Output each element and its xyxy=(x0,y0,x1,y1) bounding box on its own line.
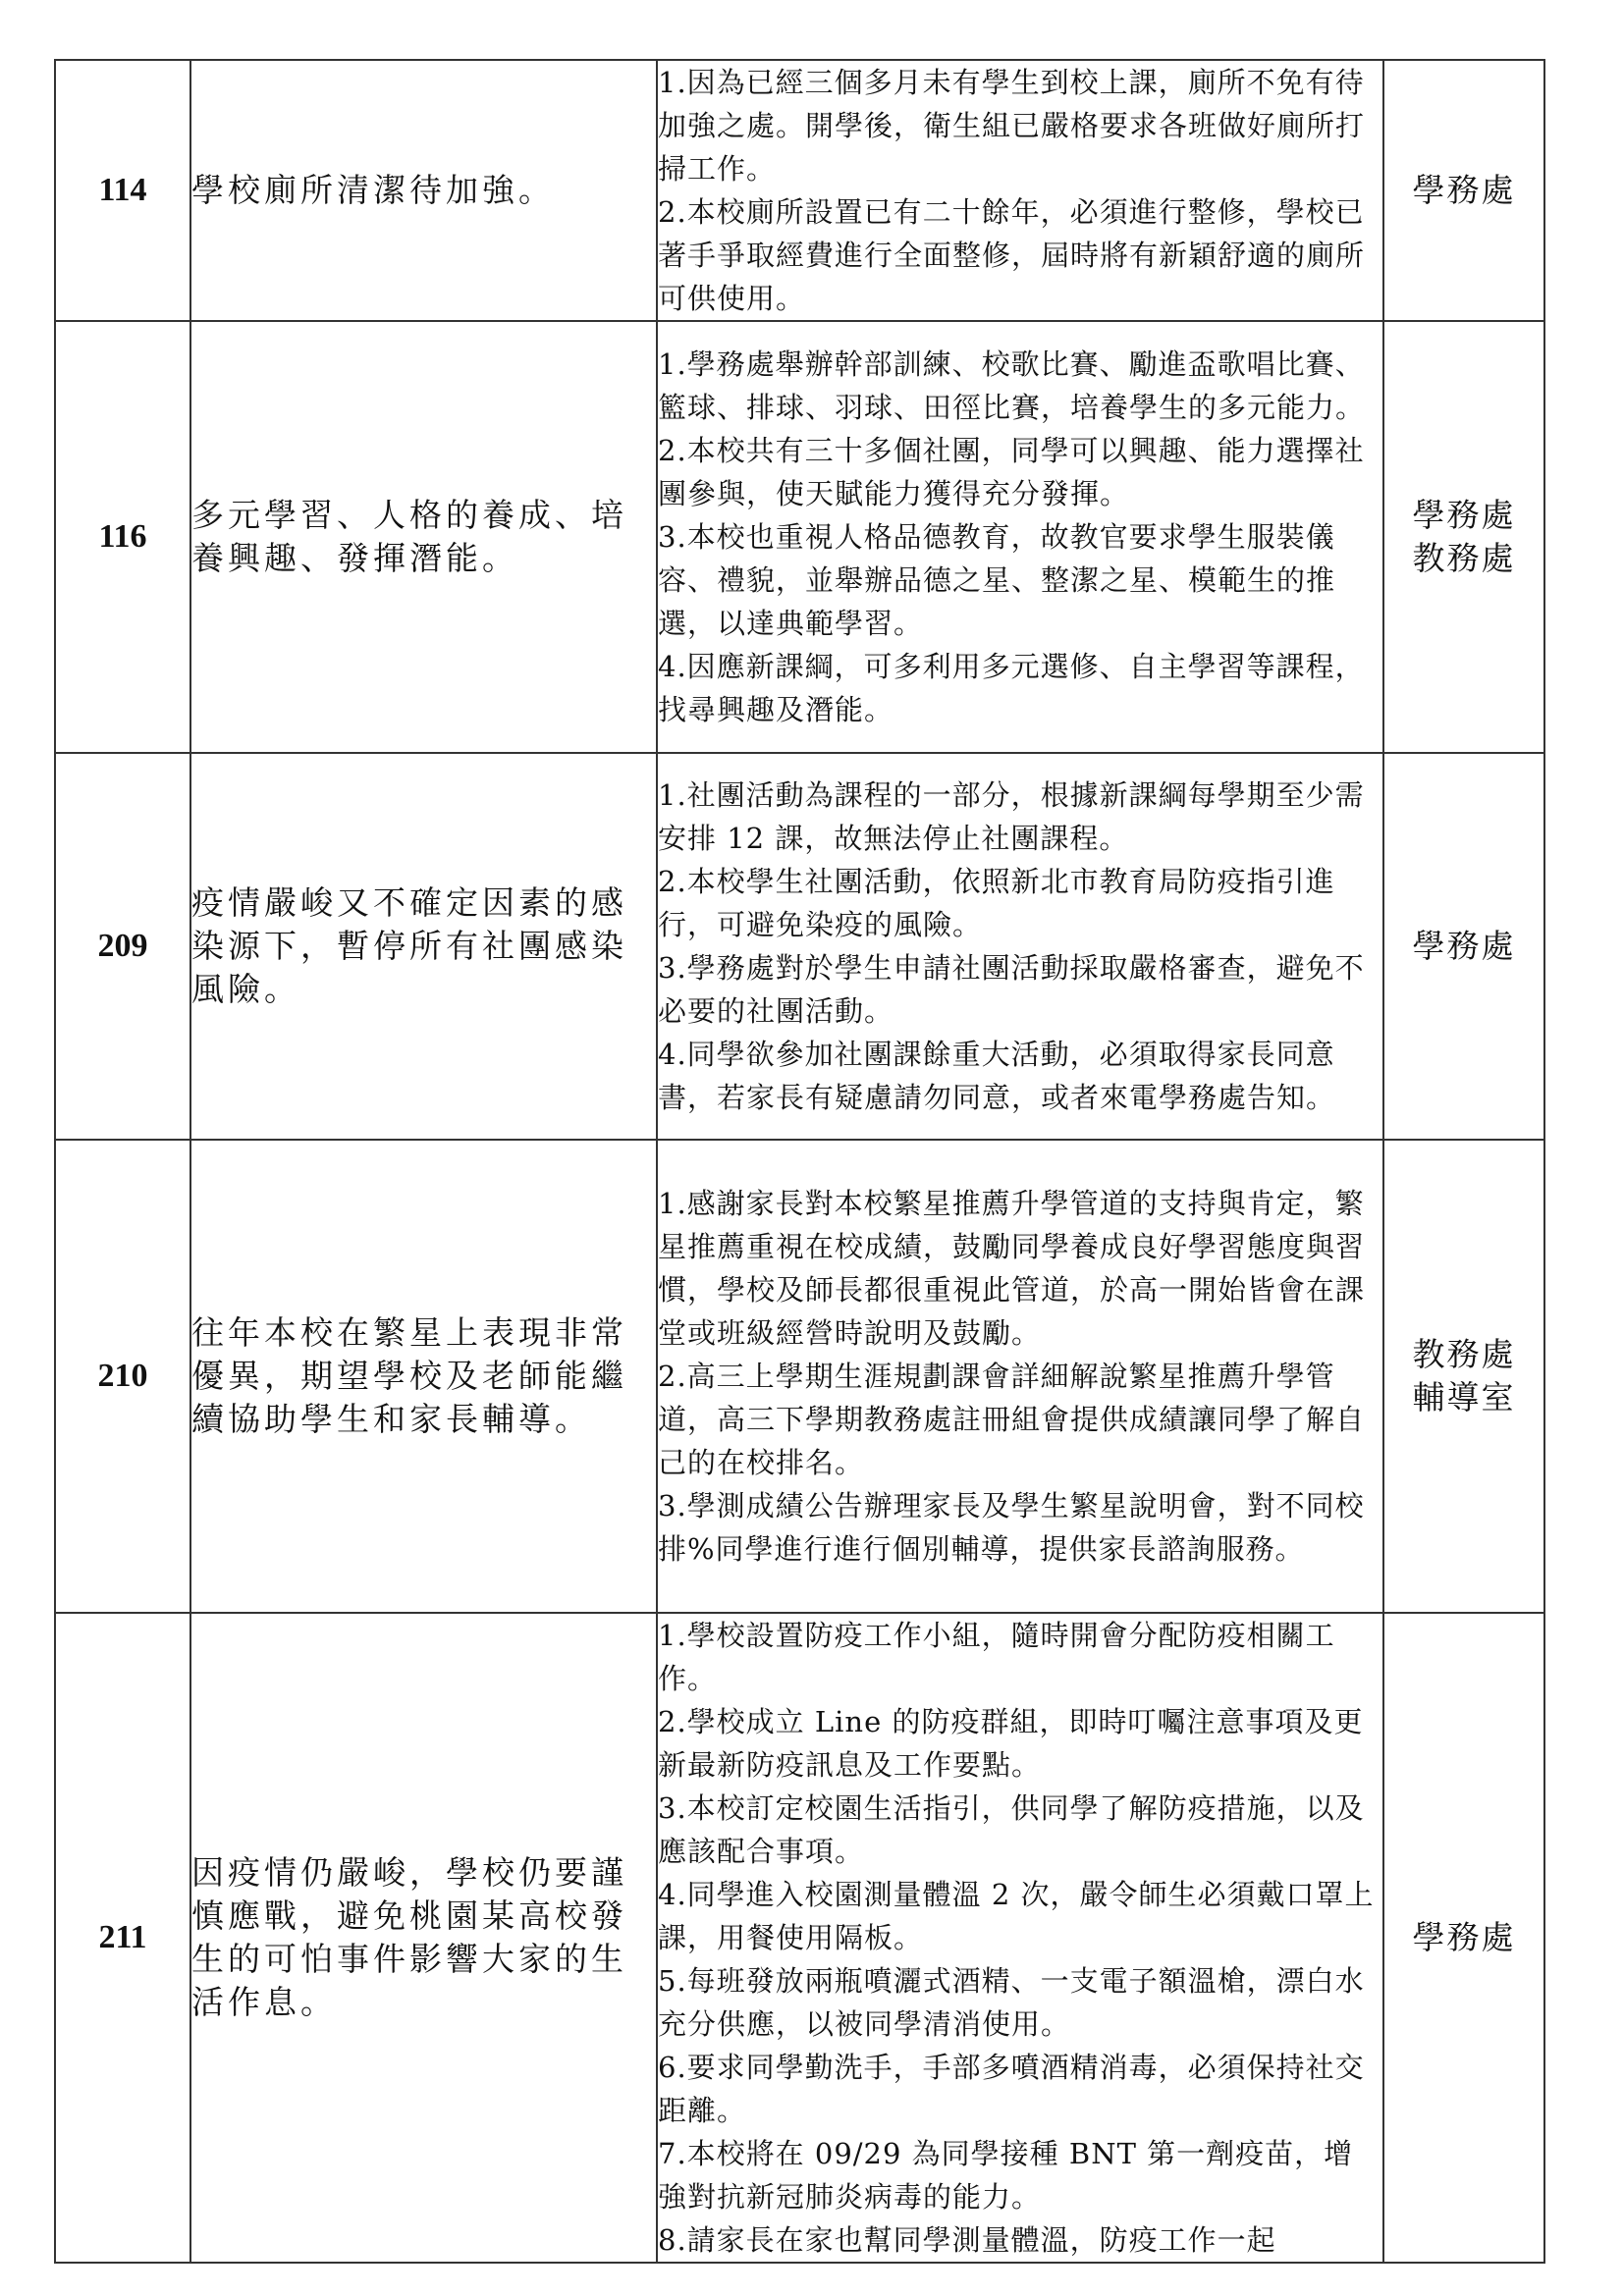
response-item: 3.學測成績公告辦理家長及學生繁星說明會，對不同校排%同學進行進行個別輔導，提供家長諮詢服務。 xyxy=(658,1489,1365,1566)
office-name: 教務處 xyxy=(1412,539,1516,577)
issue-text: 疫情嚴峻又不確定因素的感染源下，暫停所有社團感染風險。 xyxy=(190,753,657,1140)
response-cell xyxy=(657,60,1383,321)
response-item: 1.學務處舉辦幹部訓練、校歌比賽、勵進盃歌唱比賽、籃球、排球、羽球、田徑比賽，培養學生的多元能力。 xyxy=(658,347,1366,424)
response-item: 3.學務處對於學生申請社團活動採取嚴格審查，避免不必要的社團活動。 xyxy=(658,951,1365,1028)
office-name: 輔導室 xyxy=(1412,1378,1516,1416)
response-item: 8.請家長在家也幫同學測量體溫，防疫工作一起 xyxy=(658,2223,1276,2257)
table-row xyxy=(55,60,1544,321)
item-number: 209 xyxy=(55,753,190,1140)
issue-text: 往年本校在繁星上表現非常優異，期望學校及老師能繼續協助學生和家長輔導。 xyxy=(190,1140,657,1613)
response-item: 7.本校將在 09/29 為同學接種 BNT 第一劑疫苗，增強對抗新冠肺炎病毒的能力。 xyxy=(658,2137,1354,2214)
office-name: 學務處 xyxy=(1412,927,1516,965)
response-item: 2.本校廁所設置已有二十餘年，必須進行整修，學校已著手爭取經費進行全面整修，屆時將有新穎舒適的廁所可供使用。 xyxy=(658,195,1366,315)
response-cell xyxy=(657,321,1383,753)
response-item: 4.同學欲參加社團課餘重大活動，必須取得家長同意書，若家長有疑慮請勿同意，或者來電學務處告知。 xyxy=(658,1038,1336,1114)
response-cell xyxy=(657,1613,1383,2263)
item-number: 211 xyxy=(55,1613,190,2263)
office-cell xyxy=(1383,321,1544,753)
table-row xyxy=(55,753,1544,1140)
office-name: 教務處 xyxy=(1412,1335,1516,1373)
response-item: 3.本校訂定校園生活指引，供同學了解防疫措施，以及應該配合事項。 xyxy=(658,1791,1365,1868)
response-cell xyxy=(657,1140,1383,1613)
response-item: 1.因為已經三個多月未有學生到校上課，廁所不免有待加強之處。開學後，衛生組已嚴格要求各班做好廁所打掃工作。 xyxy=(658,66,1366,186)
office-cell xyxy=(1383,753,1544,1140)
office-name: 學務處 xyxy=(1412,1918,1516,1956)
table-row xyxy=(55,321,1544,753)
response-item: 5.每班發放兩瓶噴灑式酒精、一支電子額溫槍，漂白水充分供應，以被同學清消使用。 xyxy=(658,1964,1365,2041)
issue-text: 學校廁所清潔待加強。 xyxy=(190,60,657,321)
response-table xyxy=(54,59,1545,2264)
response-item: 2.學校成立 Line 的防疫群組，即時叮囑注意事項及更新最新防疫訊息及工作要點。 xyxy=(658,1705,1364,1782)
office-cell xyxy=(1383,60,1544,321)
office-cell xyxy=(1383,1613,1544,2263)
office-name: 學務處 xyxy=(1412,171,1516,209)
response-item: 1.感謝家長對本校繁星推薦升學管道的支持與肯定，繁星推薦重視在校成績，鼓勵同學養成良好學習態度與習慣，學校及師長都很重視此管道，於高一開始皆會在課堂或班級經營時說明及鼓勵。 xyxy=(658,1187,1366,1350)
response-item: 6.要求同學勤洗手，手部多噴酒精消毒，必須保持社交距離。 xyxy=(658,2051,1365,2127)
response-item: 1.社團活動為課程的一部分，根據新課綱每學期至少需安排 12 課，故無法停止社團課程。 xyxy=(658,778,1365,855)
item-number: 116 xyxy=(55,321,190,753)
response-cell xyxy=(657,753,1383,1140)
response-item: 2.本校學生社團活動，依照新北市教育局防疫指引進行，可避免染疫的風險。 xyxy=(658,865,1335,941)
issue-text: 多元學習、人格的養成、培養興趣、發揮潛能。 xyxy=(190,321,657,753)
response-item: 2.高三上學期生涯規劃課會詳細解說繁星推薦升學管道，高三下學期教務處註冊組會提供成績讓同學了解自己的在校排名。 xyxy=(658,1360,1366,1479)
response-item: 4.同學進入校園測量體溫 2 次，嚴令師生必須戴口罩上課，用餐使用隔板。 xyxy=(658,1878,1375,1954)
office-cell xyxy=(1383,1140,1544,1613)
response-item: 2.本校共有三十多個社團，同學可以興趣、能力選擇社團參與，使天賦能力獲得充分發揮。 xyxy=(658,434,1365,510)
item-number: 210 xyxy=(55,1140,190,1613)
response-item: 4.因應新課綱，可多利用多元選修、自主學習等課程，找尋興趣及潛能。 xyxy=(658,650,1365,726)
office-name: 學務處 xyxy=(1412,496,1516,534)
table-row xyxy=(55,1140,1544,1613)
response-item: 3.本校也重視人格品德教育，故教官要求學生服裝儀容、禮貌，並舉辦品德之星、整潔之星、模範生的推選，以達典範學習。 xyxy=(658,520,1336,640)
issue-text: 因疫情仍嚴峻，學校仍要謹慎應戰，避免桃園某高校發生的可怕事件影響大家的生活作息。 xyxy=(190,1613,657,2263)
item-number: 114 xyxy=(55,60,190,321)
response-item: 1.學校設置防疫工作小組，隨時開會分配防疫相關工作。 xyxy=(658,1619,1335,1695)
table-row xyxy=(55,1613,1544,2263)
